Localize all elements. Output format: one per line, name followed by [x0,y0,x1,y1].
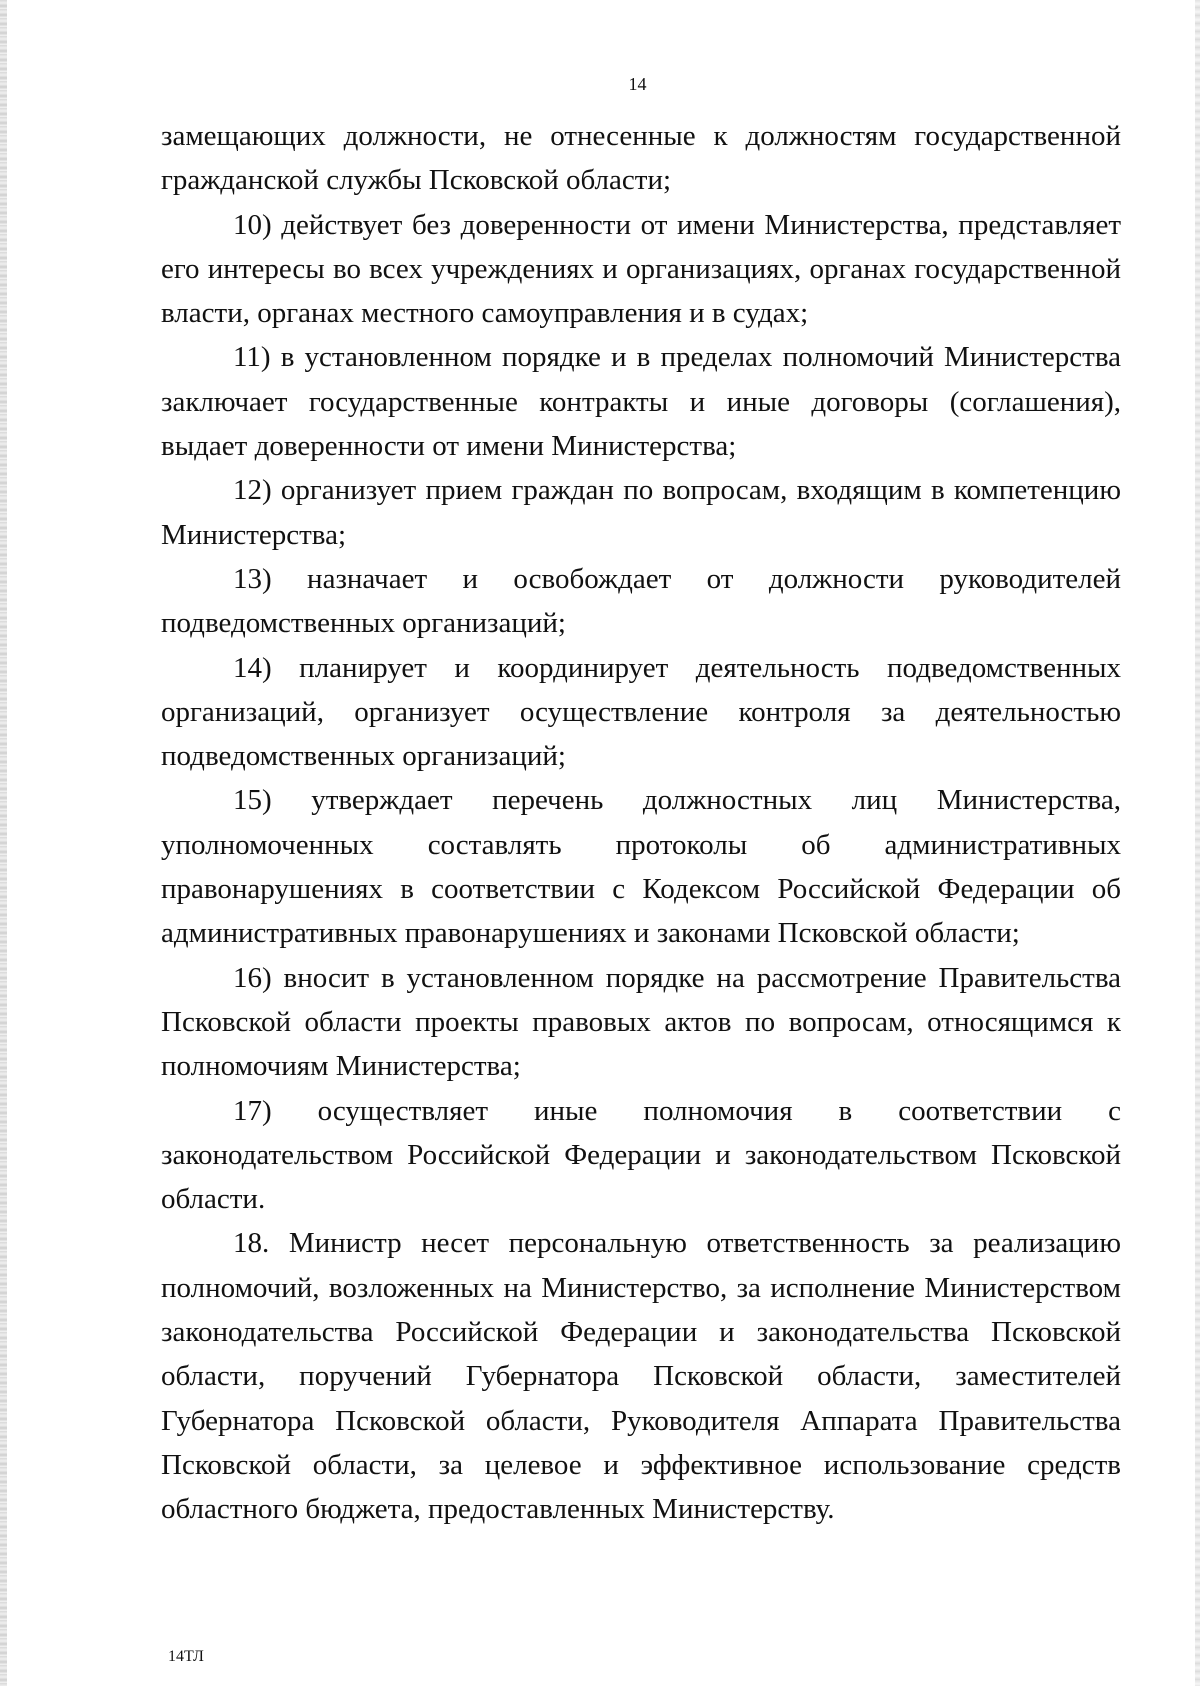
list-item-14: 14) планирует и координирует деятельность подведомственных организаций, организует осуществление контроля за деятельностью подведомственных организаций; [161,651,1121,773]
list-item-11: 11) в установленном порядке и в пределах полномочий Министерства заключает государственные контракты и иные договоры (соглашения), выдает доверенности от имени Министерства; [161,341,1121,463]
scan-edge-right [1195,0,1200,1686]
list-item-12: 12) организует прием граждан по вопросам, входящим в компетенцию Министерства; [161,474,1121,551]
list-item-13: 13) назначает и освобождает от должности руководителей подведомственных организаций; [161,562,1121,640]
section-18-paragraph: 18. Министр несет персональную ответственность за реализацию полномочий, возложенных на Министерство, за исполнение Министерством законодательства Российской Федерации и законодательства Псковской области, поручений Губернатора Псковской области, заместителей Губернатора Псковской области, Руководителя Аппарата Правительства Псковской области, за целевое и эффективное использование средств областного бюджета, предоставленных Министерству. [161,1227,1121,1526]
scan-edge-left [0,0,7,1686]
list-item-15: 15) утверждает перечень должностных лиц Министерства, уполномоченных составлять протоколы об административных правонарушениях в соответствии с Кодексом Российской Федерации об административных правонарушениях и законами Псковской области; [161,784,1121,950]
page-number: 14 [628,74,647,94]
list-item-16: 16) вносит в установленном порядке на рассмотрение Правительства Псковской области проекты правовых актов по вопросам, относящимся к полномочиям Министерства; [161,961,1121,1083]
footer-document-code: 14ТЛ [168,1648,204,1665]
document-body [161,114,1121,1532]
list-item-17: 17) осуществляет иные полномочия в соответствии с законодательством Российской Федерации и законодательством Псковской области. [161,1094,1121,1216]
paragraph-continuation: замещающих должности, не отнесенные к должностям государственной гражданской службы Псковской области; [161,120,1121,197]
list-item-10: 10) действует без доверенности от имени Министерства, представляет его интересы во всех учреждениях и организациях, органах государственной власти, органах местного самоуправления и в судах; [161,208,1121,330]
